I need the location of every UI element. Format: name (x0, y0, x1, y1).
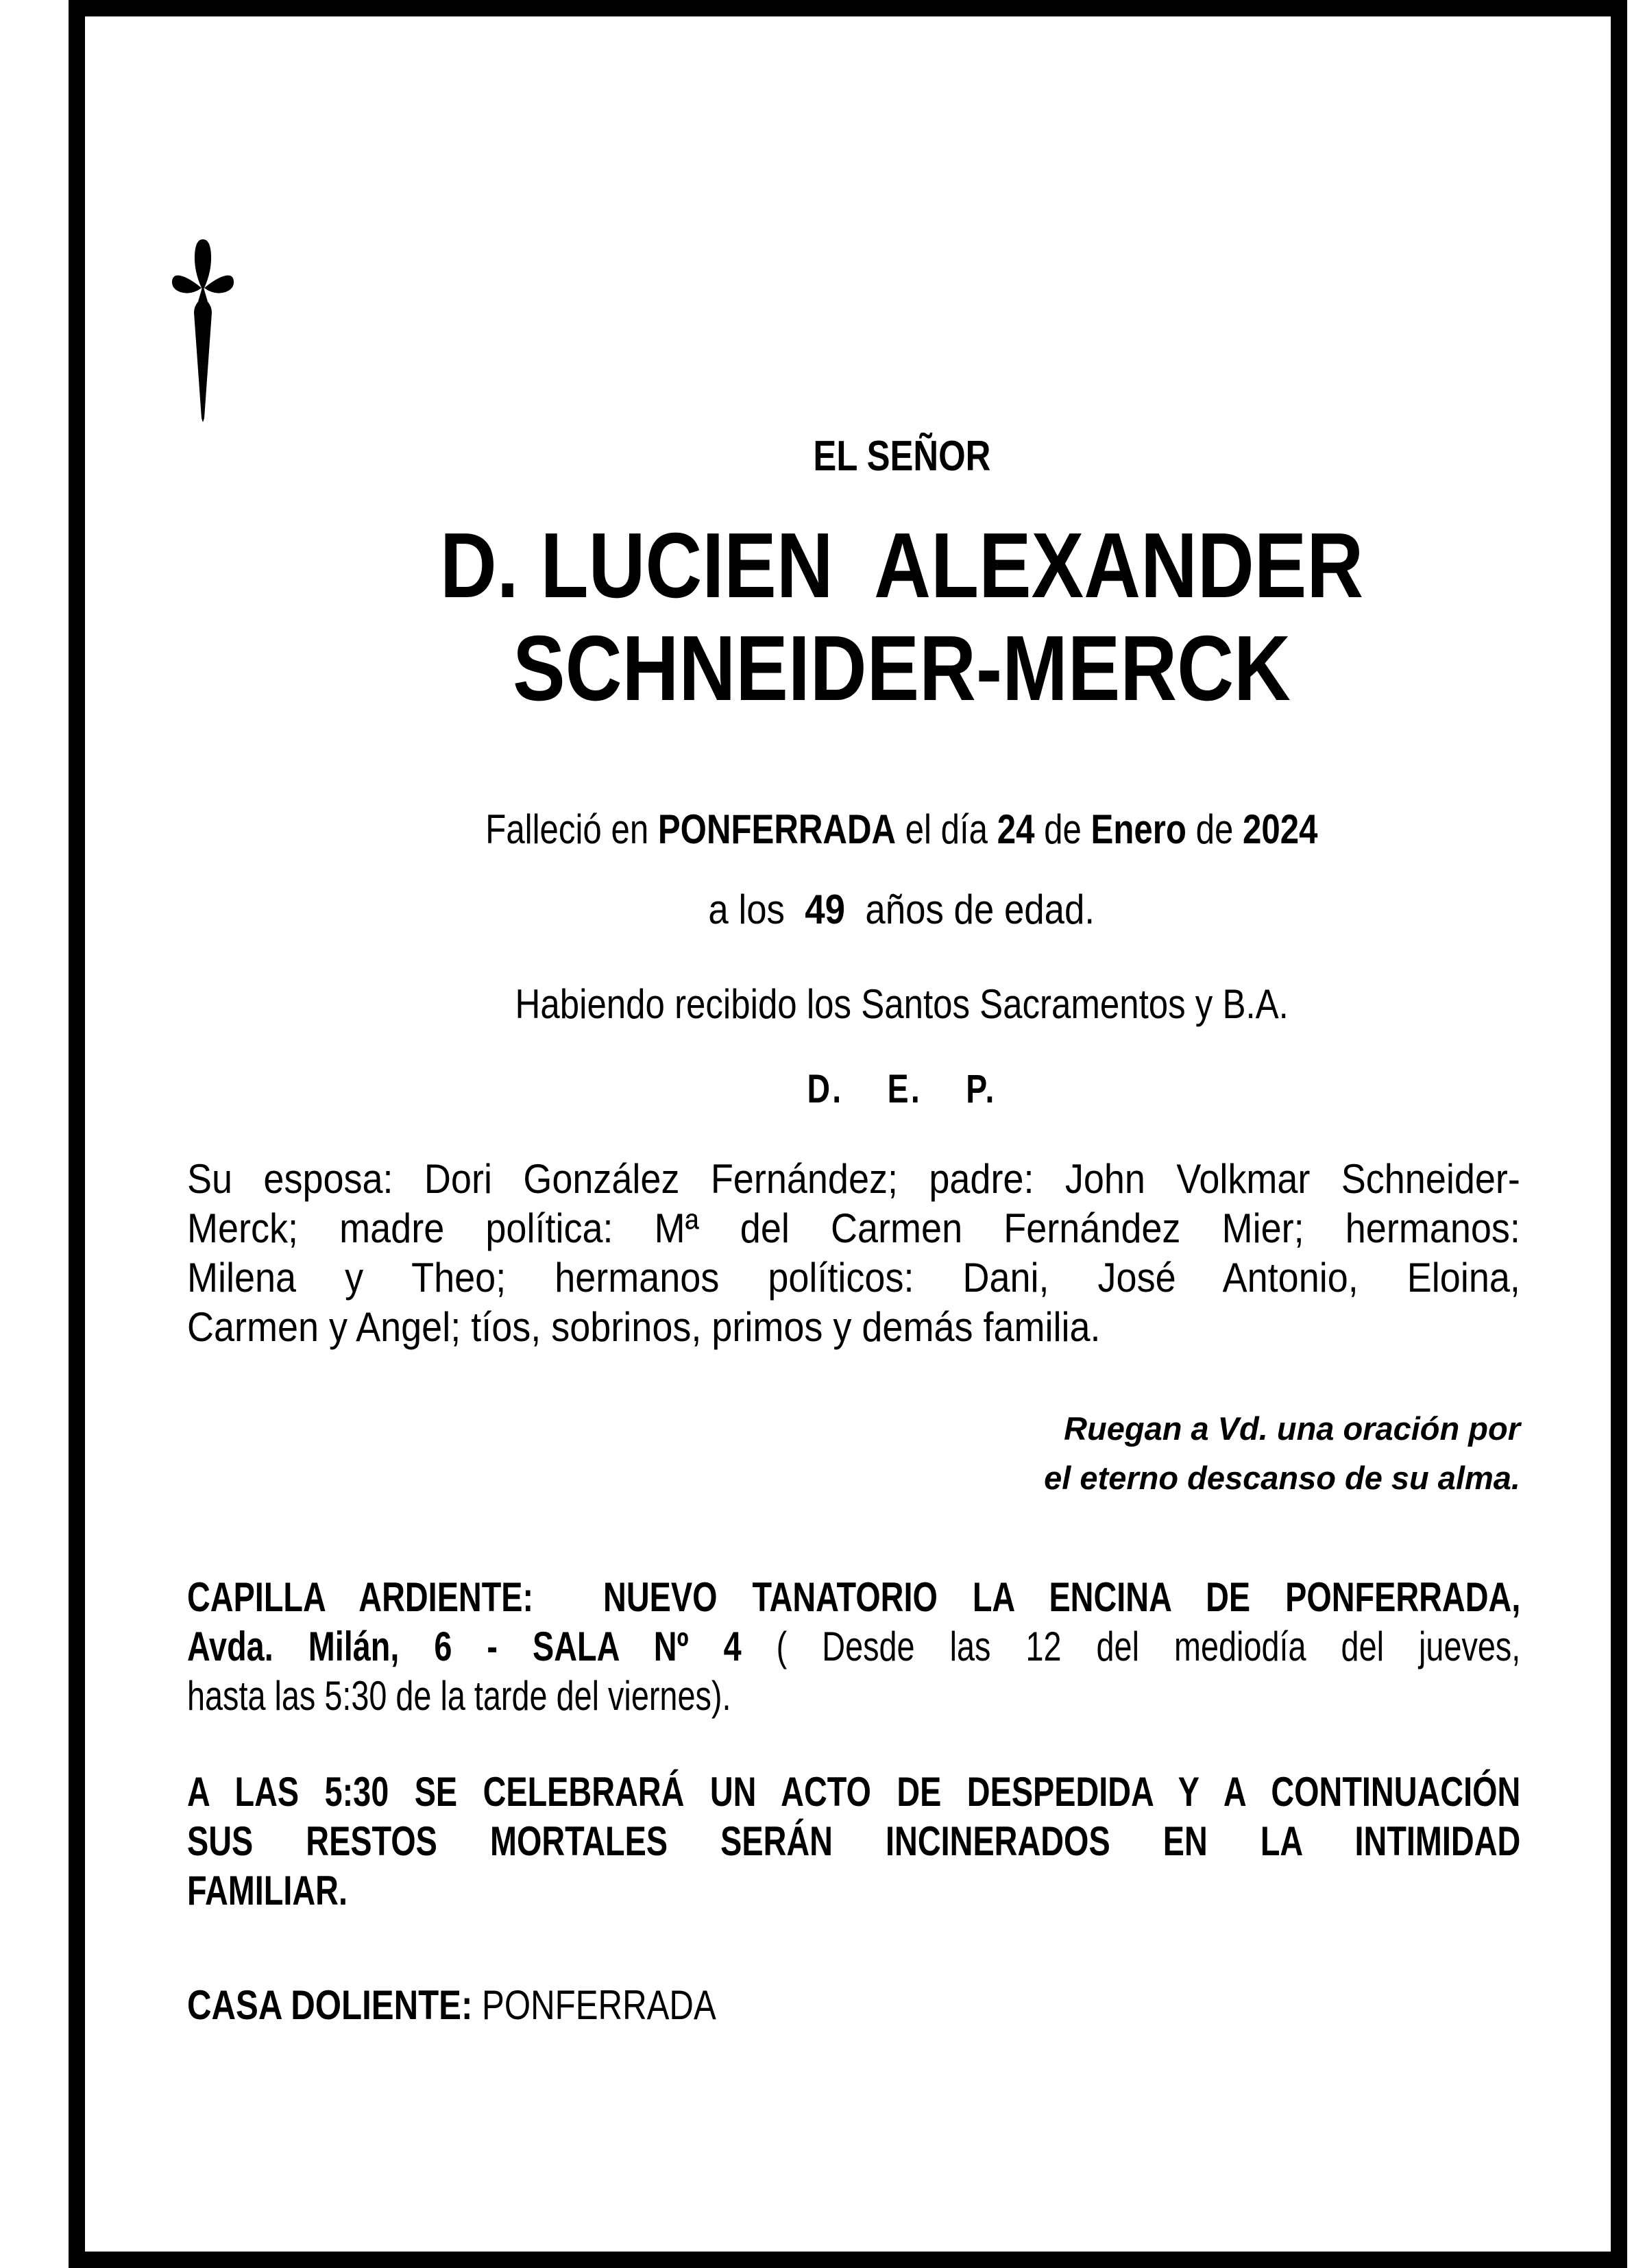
family-paragraph-line (187, 1303, 1520, 1352)
text-run: CAPILLA ARDIENTE: NUEVO TANATORIO LA ENCINA DE PONFERRADA, (187, 1574, 1521, 1620)
chapel-info-line (187, 1672, 1520, 1721)
family-paragraph (187, 1155, 1520, 1352)
text-run: hasta las 5:30 de la tarde del viernes). (187, 1673, 731, 1719)
age-line (187, 886, 1568, 933)
sacraments-line: Habiendo recibido los Santos Sacramentos y B.A. (515, 981, 1289, 1027)
deceased-name (187, 514, 1568, 720)
prayer-request-line-2: el eterno descanso de su alma. (1044, 1460, 1520, 1496)
family-paragraph-line (187, 1253, 1520, 1303)
text-run: 2024 (1243, 806, 1318, 852)
text-run: Falleció en (485, 806, 658, 852)
text-run: CASA DOLIENTE: (187, 1982, 473, 2028)
text-run: A LAS 5:30 SE CELEBRARÁ UN ACTO DE DESPEDIDA Y A CONTINUACIÓN (187, 1769, 1521, 1815)
text-run: ( Desde las 12 del mediodía del jueves, (776, 1624, 1521, 1669)
cross-icon (171, 237, 235, 423)
text-run: 24 (997, 806, 1035, 852)
text-run: Su esposa: Dori González Fernández; padre: John Volkmar Schneider- (187, 1156, 1520, 1202)
text-run: Carmen y Angel; tíos, sobrinos, primos y demás familia. (187, 1304, 1101, 1350)
text-run: PONFERRADA (472, 1982, 716, 2028)
mourning-house-line (187, 1981, 1520, 2029)
pretitle (187, 432, 1568, 481)
text-run: años de edad. (845, 886, 1095, 932)
prayer-request (187, 1404, 1520, 1503)
deceased-name-line-1: D. LUCIEN ALEXANDER (439, 514, 1364, 617)
text-run: Milena y Theo; hermanos políticos: Dani, José Antonio, Eloina, (187, 1255, 1520, 1301)
family-paragraph-line (187, 1155, 1520, 1204)
text-run: el día (896, 806, 997, 852)
farewell-line (187, 1817, 1520, 1866)
pretitle-text: EL SEÑOR (813, 433, 990, 480)
chapel-info-line (187, 1622, 1520, 1672)
chapel-info-line (187, 1573, 1520, 1622)
death-date-line (187, 806, 1568, 853)
family-paragraph-line (187, 1204, 1520, 1253)
text-run: SUS RESTOS MORTALES SERÁN INCINERADOS EN LA INTIMIDAD (187, 1818, 1521, 1864)
farewell-line (187, 1768, 1520, 1817)
text-run: de (1186, 806, 1243, 852)
farewell-paragraph (187, 1768, 1520, 1916)
text-run: FAMILIAR. (187, 1868, 348, 1914)
text-run: a los (708, 886, 805, 932)
text-run: Merck; madre política: Mª del Carmen Fernández Mier; hermanos: (187, 1205, 1520, 1251)
text-run: Enero (1091, 806, 1187, 852)
dep-abbreviation: D. E. P. (807, 1067, 997, 1111)
farewell-line (187, 1866, 1520, 1916)
border-frame (69, 0, 1627, 2268)
prayer-request-line-1: Ruegan a Vd. una oración por (1064, 1410, 1520, 1447)
text-run: PONFERRADA (657, 806, 897, 852)
chapel-info-paragraph (187, 1573, 1520, 1721)
text-run: de (1034, 806, 1091, 852)
deceased-name-line-2: SCHNEIDER-MERCK (513, 616, 1291, 720)
text-run: 49 (805, 886, 846, 932)
text-run: Avda. Milán, 6 - SALA Nº 4 (187, 1624, 777, 1669)
